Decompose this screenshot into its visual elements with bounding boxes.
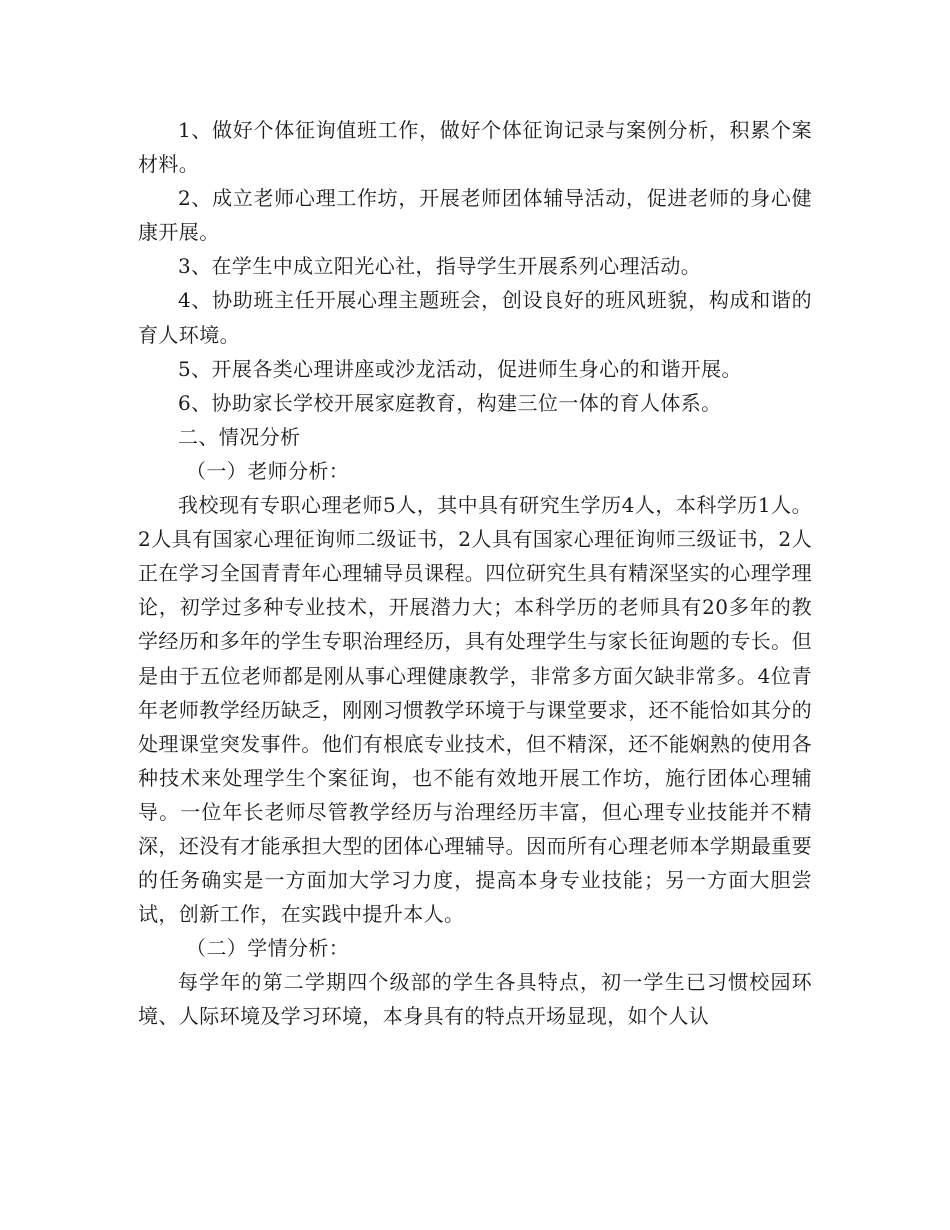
subsection-heading-students: （二）学情分析： [186, 936, 350, 961]
document-page [138, 113, 812, 1034]
section-heading: 二、情况分析 [178, 424, 301, 449]
task-item-3: 3、在学生中成立阳光心社，指导学生开展系列心理活动。 [178, 254, 702, 279]
task-item-2: 2、成立老师心理工作坊，开展老师团体辅导活动，促进老师的身心健康开展。 [138, 186, 812, 245]
student-analysis-paragraph: 每学年的第二学期四个级部的学生各具特点，初一学生已习惯校园环境、人际环境及学习环境，本身具有的特点开场显现，如个人认 [138, 970, 812, 1029]
teacher-analysis-paragraph: 我校现有专职心理老师5人，其中具有研究生学历4人，本科学历1人。2人具有国家心理征询师二级证书，2人具有国家心理征询师三级证书，2人正在学习全国青青年心理辅导员课程。四位研究生具有精深坚实的心理学理论，初学过多种专业技术，开展潜力大；本科学历的老师具有20多年的教学经历和多年的学生专职治理经历，具有处理学生与家长征询题的专长。但是由于五位老师都是刚从事心理健康教学，非常多方面欠缺非常多。4位青年老师教学经历缺乏，刚刚习惯教学环境于与课堂要求，还不能恰如其分的处理课堂突发事件。他们有根底专业技术，但不精深，还不能娴熟的使用各种技术来处理学生个案征询，也不能有效地开展工作坊，施行团体心理辅导。一位年长老师尽管教学经历与治理经历丰富，但心理专业技能并不精深，还没有才能承担大型的团体心理辅导。因而所有心理老师本学期最重要的任务确实是一方面加大学习力度，提高本身专业技能；另一方面大胆尝试，创新工作，在实践中提升本人。 [138, 493, 812, 927]
subsection-heading-teachers: （一）老师分析： [186, 458, 350, 483]
task-item-4: 4、协助班主任开展心理主题班会，创设良好的班风班貌，构成和谐的育人环境。 [138, 288, 812, 347]
task-item-5: 5、开展各类心理讲座或沙龙活动，促进师生身心的和谐开展。 [178, 356, 742, 381]
task-item-6: 6、协助家长学校开展家庭教育，构建三位一体的育人体系。 [178, 390, 722, 415]
task-item-1: 1、做好个体征询值班工作，做好个体征询记录与案例分析，积累个案材料。 [138, 118, 812, 177]
